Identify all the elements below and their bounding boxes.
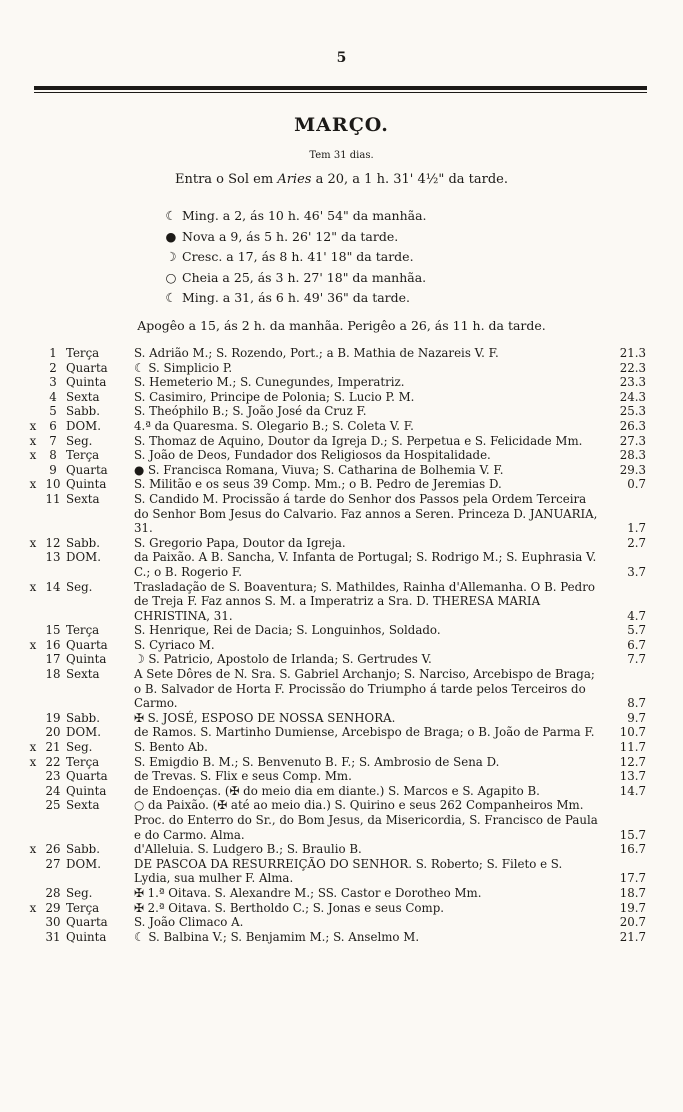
saints-text: S. Adrião M.; S. Rozendo, Port.; a B. Mathia de Nazareis V. F.: [134, 346, 499, 360]
weekday: Sabb.: [66, 535, 100, 550]
saints-text: d'Alleluia. S. Ludgero B.; S. Braulio B.: [134, 842, 362, 857]
weekday: Sexta: [66, 491, 100, 506]
saints-text: S. Candido M. Procissão á tarde do Senhor dos Passos pela Ordem Terceira do Senhor Bom Jesus do Calvario. Faz annos a Seren. Princeza D. JANUARIA, 31.: [134, 491, 598, 536]
weekday: Quarta: [66, 769, 108, 784]
moon-phase: [160, 288, 500, 309]
golden-number: 28.3: [619, 448, 646, 463]
sun-entry-sign: Aries: [277, 172, 312, 187]
row-mark: [26, 798, 40, 842]
saints-text: S. Cyriaco M.: [134, 637, 215, 652]
weekday: Quinta: [66, 652, 107, 667]
saints-text: S. Bento Ab.: [134, 740, 208, 755]
day-number: 31: [45, 929, 61, 944]
day-number: 1: [49, 346, 57, 360]
row-mark: x: [29, 448, 37, 463]
weekday: Seg.: [66, 579, 93, 594]
saints-text: S. Emigdio B. M.; S. Benvenuto B. F.; S. Ambrosio de Sena D.: [134, 754, 500, 769]
day-number: 30: [45, 915, 61, 930]
calendar-row: [26, 375, 646, 390]
saints-text: 4.ª da Quaresma. S. Olegario B.; S. Coleta V. F.: [134, 418, 414, 433]
page-number: 5: [336, 50, 347, 66]
row-mark: [26, 667, 40, 711]
row-mark: [26, 550, 40, 579]
golden-number: 17.7: [619, 871, 646, 886]
weekday: DOM.: [66, 550, 101, 565]
row-mark: [26, 915, 40, 930]
calendar-row: [26, 361, 646, 376]
golden-number: 29.3: [619, 462, 646, 477]
calendar-row: [26, 492, 646, 536]
row-mark: [26, 652, 40, 667]
saints-text: Trasladação de S. Boaventura; S. Mathildes, Rainha d'Allemanha. O B. Pedro de Treja F. Faz annos S. M. a Imperatriz a Sra. D. THERESA MARIA CHRISTINA, 31.: [134, 579, 595, 623]
calendar-row: [26, 857, 646, 886]
golden-number: 13.7: [619, 769, 646, 784]
header-rule-thin: [34, 92, 647, 93]
row-mark: [26, 390, 40, 405]
day-number: 25: [45, 798, 61, 813]
row-mark: [26, 784, 40, 799]
day-number: 10: [45, 477, 61, 492]
row-mark: [26, 711, 40, 726]
day-number: 27: [45, 856, 61, 871]
golden-number: 16.7: [619, 842, 646, 857]
weekday: Sabb.: [66, 404, 100, 419]
calendar-row: [26, 623, 646, 638]
calendar-row: [26, 536, 646, 551]
saints-text: S. Hemeterio M.; S. Cunegundes, Imperatriz.: [134, 375, 405, 390]
row-mark: x: [29, 637, 37, 652]
calendar-row: [26, 652, 646, 667]
row-mark: x: [29, 477, 37, 492]
weekday: Quinta: [66, 929, 107, 944]
golden-number: 1.7: [627, 521, 646, 536]
golden-number: 8.7: [627, 696, 646, 711]
row-mark: [26, 623, 40, 638]
golden-number: 24.3: [619, 389, 646, 404]
row-mark: [26, 346, 40, 361]
row-mark: [26, 857, 40, 886]
saints-text: DE PASCOA DA RESURREIÇÃO DO SENHOR. S. Roberto; S. Fileto e S. Lydia, sua mulher F. Alma.: [134, 856, 563, 886]
golden-number: 19.7: [619, 900, 646, 915]
weekday: Quarta: [66, 360, 108, 375]
golden-number: 26.3: [619, 418, 646, 433]
row-mark: [26, 463, 40, 478]
saints-text: S. Casimiro, Principe de Polonia; S. Lucio P. M.: [134, 389, 415, 404]
calendar-row: [26, 404, 646, 419]
golden-number: 2.7: [627, 535, 646, 550]
moon-phase: [160, 268, 500, 289]
calendar-row: [26, 930, 646, 945]
saints-text: ☽ S. Patricio, Apostolo de Irlanda; S. Gertrudes V.: [134, 652, 432, 667]
golden-number: 6.7: [627, 637, 646, 652]
saints-text: ☾ S. Simplicio P.: [134, 360, 233, 375]
first-quarter-icon: ☽: [165, 249, 177, 264]
row-mark: x: [29, 579, 37, 594]
moon-phase-text: Ming. a 2, ás 10 h. 46' 54" da manhãa.: [182, 208, 427, 223]
last-quarter-icon: ☾: [165, 208, 177, 223]
calendar-row: [26, 550, 646, 579]
weekday: Quinta: [66, 783, 107, 798]
calendar-row: [26, 901, 646, 916]
calendar-row: [26, 915, 646, 930]
weekday: Seg.: [66, 885, 93, 900]
row-mark: [26, 930, 40, 945]
golden-number: 7.7: [627, 652, 646, 667]
saints-text: S. Thomaz de Aquino, Doutor da Igreja D.; S. Perpetua e S. Felicidade Mm.: [134, 433, 583, 448]
full-moon-icon: ○: [165, 269, 177, 285]
golden-number: 14.7: [619, 783, 646, 798]
days-count: Tem 31 dias.: [309, 150, 374, 161]
moon-phase-text: Cheia a 25, ás 3 h. 27' 18" da manhãa.: [182, 269, 427, 285]
day-number: 18: [45, 667, 61, 682]
saints-text: ☾ S. Balbina V.; S. Benjamim M.; S. Anselmo M.: [134, 929, 420, 944]
day-number: 12: [45, 535, 61, 550]
weekday: Sexta: [66, 389, 100, 404]
saints-text: ✠ 1.ª Oitava. S. Alexandre M.; SS. Castor e Dorotheo Mm.: [134, 885, 482, 900]
weekday: Seg.: [66, 740, 93, 755]
golden-number: 18.7: [619, 885, 646, 900]
row-mark: [26, 375, 40, 390]
moon-phase-text: Cresc. a 17, ás 8 h. 41' 18" da tarde.: [182, 249, 414, 264]
golden-number: 4.7: [627, 608, 646, 623]
golden-number: 15.7: [619, 827, 646, 842]
calendar-row: [26, 463, 646, 478]
calendar-row: [26, 740, 646, 755]
day-number: 20: [45, 725, 61, 740]
day-number: 26: [45, 842, 61, 857]
row-mark: x: [29, 535, 37, 550]
saints-text: de Ramos. S. Martinho Dumiense, Arcebispo de Braga; o B. João de Parma F.: [134, 725, 595, 740]
golden-number: 22.3: [619, 360, 646, 375]
golden-number: 12.7: [619, 754, 646, 769]
calendar-row: [26, 580, 646, 624]
row-mark: x: [29, 900, 37, 915]
saints-text: da Paixão. A B. Sancha, V. Infanta de Portugal; S. Rodrigo M.; S. Euphrasia V. C.; o B. Rogerio F.: [134, 550, 597, 579]
calendar-row: [26, 346, 646, 361]
weekday: Sexta: [66, 667, 100, 682]
saints-text: ○ da Paixão. (✠ até ao meio dia.) S. Quirino e seus 262 Companheiros Mm. Proc. do Enterro do Sr., do Bom Jesus, da Misericordia, S. Francisco de Paula e do Carmo. Alma.: [134, 798, 598, 842]
moon-phase: [160, 227, 500, 248]
day-number: 24: [45, 783, 61, 798]
calendar-row: [26, 769, 646, 784]
saints-text: ✠ S. JOSÉ, ESPOSO DE NOSSA SENHORA.: [134, 710, 396, 725]
month-title: MARÇO.: [294, 114, 389, 136]
saints-text: S. João de Deos, Fundador dos Religiosos da Hospitalidade.: [134, 448, 491, 463]
weekday: Quarta: [66, 462, 108, 477]
row-mark: [26, 886, 40, 901]
calendar-row: [26, 667, 646, 711]
day-number: 3: [49, 375, 57, 390]
calendar-table: [26, 346, 646, 944]
weekday: Terça: [66, 448, 100, 463]
golden-number: 21.7: [619, 929, 646, 944]
weekday: Seg.: [66, 433, 93, 448]
header-rule: [34, 86, 647, 90]
day-number: 21: [45, 740, 61, 755]
saints-text: S. Henrique, Rei de Dacia; S. Longuinhos, Soldado.: [134, 623, 441, 638]
new-moon-icon: ●: [165, 228, 177, 244]
weekday: DOM.: [66, 725, 101, 740]
golden-number: 0.7: [627, 477, 646, 492]
golden-number: 23.3: [619, 375, 646, 390]
calendar-row: [26, 390, 646, 405]
saints-text: ● S. Francisca Romana, Viuva; S. Catharina de Bolhemia V. F.: [134, 462, 504, 477]
weekday: Terça: [66, 623, 100, 638]
moon-phases: [160, 206, 500, 309]
calendar-row: [26, 755, 646, 770]
day-number: 16: [45, 637, 61, 652]
calendar-row: [26, 434, 646, 449]
calendar-row: [26, 448, 646, 463]
day-number: 8: [49, 448, 57, 463]
row-mark: x: [29, 754, 37, 769]
moon-phase: [160, 247, 500, 268]
row-mark: x: [29, 418, 37, 433]
saints-text: S. Gregorio Papa, Doutor da Igreja.: [134, 535, 346, 550]
day-number: 19: [45, 710, 61, 725]
saints-text: A Sete Dôres de N. Sra. S. Gabriel Archanjo; S. Narciso, Arcebispo de Braga; o B. Salvador de Horta F. Procissão do Triumpho á tarde pelos Terceiros do Carmo.: [134, 667, 595, 711]
day-number: 14: [45, 579, 61, 594]
row-mark: x: [29, 433, 37, 448]
row-mark: x: [29, 842, 37, 857]
weekday: Sabb.: [66, 842, 100, 857]
moon-phase: [160, 206, 500, 227]
calendar-row: [26, 725, 646, 740]
row-mark: x: [29, 740, 37, 755]
weekday: Terça: [66, 346, 100, 360]
day-number: 2: [49, 360, 57, 375]
golden-number: 25.3: [619, 404, 646, 419]
calendar-row: [26, 886, 646, 901]
golden-number: 11.7: [619, 740, 646, 755]
weekday: Sabb.: [66, 710, 100, 725]
weekday: Terça: [66, 754, 100, 769]
row-mark: [26, 404, 40, 419]
day-number: 5: [49, 404, 57, 419]
calendar-row: [26, 711, 646, 726]
weekday: Sexta: [66, 798, 100, 813]
moon-phase-text: Nova a 9, ás 5 h. 26' 12" da tarde.: [182, 228, 399, 244]
day-number: 9: [49, 462, 57, 477]
calendar-row: [26, 798, 646, 842]
day-number: 6: [49, 418, 57, 433]
calendar-row: [26, 419, 646, 434]
golden-number: 27.3: [619, 433, 646, 448]
saints-text: S. Militão e os seus 39 Comp. Mm.; o B. Pedro de Jeremias D.: [134, 477, 502, 492]
calendar-row: [26, 477, 646, 492]
calendar-row: [26, 784, 646, 799]
sun-entry: [0, 172, 683, 187]
sun-entry-suffix: a 20, a 1 h. 31' 4½" da tarde.: [315, 172, 508, 187]
weekday: Quinta: [66, 375, 107, 390]
day-number: 17: [45, 652, 61, 667]
weekday: Quarta: [66, 915, 108, 930]
row-mark: [26, 769, 40, 784]
day-number: 7: [49, 433, 57, 448]
day-number: 15: [45, 623, 61, 638]
calendar-row: [26, 638, 646, 653]
weekday: DOM.: [66, 856, 101, 871]
day-number: 13: [45, 550, 61, 565]
saints-text: ✠ 2.ª Oitava. S. Bertholdo C.; S. Jonas e seus Comp.: [134, 900, 445, 915]
golden-number: 21.3: [619, 346, 646, 360]
row-mark: [26, 492, 40, 536]
golden-number: 20.7: [619, 915, 646, 930]
golden-number: 9.7: [627, 710, 646, 725]
day-number: 23: [45, 769, 61, 784]
calendar-row: [26, 842, 646, 857]
row-mark: [26, 725, 40, 740]
golden-number: 10.7: [619, 725, 646, 740]
day-number: 11: [45, 491, 61, 506]
weekday: Terça: [66, 900, 100, 915]
day-number: 22: [45, 754, 61, 769]
saints-text: S. Theóphilo B.; S. João José da Cruz F.: [134, 404, 367, 419]
apogee-perigee: Apogêo a 15, ás 2 h. da manhãa. Perigêo a 26, ás 11 h. da tarde.: [137, 318, 546, 333]
weekday: Quinta: [66, 477, 107, 492]
day-number: 4: [49, 389, 57, 404]
saints-text: S. João Climaco A.: [134, 915, 244, 930]
last-quarter-icon: ☾: [165, 290, 177, 305]
weekday: DOM.: [66, 418, 101, 433]
golden-number: 3.7: [627, 564, 646, 579]
row-mark: [26, 361, 40, 376]
moon-phase-text: Ming. a 31, ás 6 h. 49' 36" da tarde.: [182, 290, 411, 305]
day-number: 29: [45, 900, 61, 915]
golden-number: 5.7: [627, 623, 646, 638]
weekday: Quarta: [66, 637, 108, 652]
saints-text: de Trevas. S. Flix e seus Comp. Mm.: [134, 769, 352, 784]
saints-text: de Endoenças. (✠ do meio dia em diante.) S. Marcos e S. Agapito B.: [134, 783, 540, 798]
day-number: 28: [45, 885, 61, 900]
sun-entry-prefix: Entra o Sol em: [175, 172, 274, 187]
